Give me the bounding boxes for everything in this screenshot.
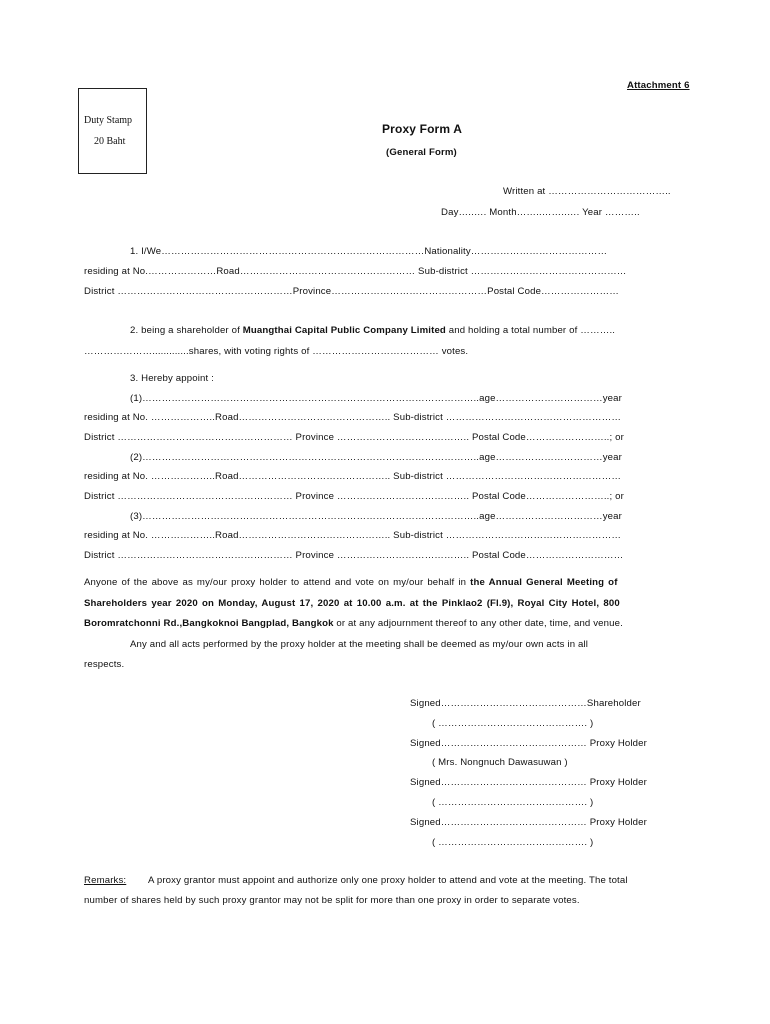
signature-shareholder-name: ( ………………………………………. ) — [432, 718, 594, 729]
proxy-2-address-line: residing at No. ………………..Road……………………………………….. Sub-district ……………………………………………… — [84, 471, 622, 482]
meeting-intro-text: Anyone of the above as my/our proxy holder to attend and vote on my/our behalf in — [84, 577, 471, 588]
signature-proxy-1-name: ( Mrs. Nongnuch Dawasuwan ) — [432, 757, 568, 768]
proxy-3-address-line: residing at No. ………………..Road……………………………………….. Sub-district ……………………………………………… — [84, 530, 622, 541]
remarks-label: Remarks: — [84, 875, 127, 886]
signature-proxy-2: Signed……………………………………… Proxy Holder — [410, 777, 647, 788]
shareholding-line — [130, 325, 615, 336]
meeting-venue-address: Boromratchonni Rd.,Bangkoknoi Bangplad, Bangkok — [84, 618, 334, 629]
attachment-label: Attachment 6 — [627, 80, 690, 91]
company-name: Muangthai Capital Public Company Limited — [242, 325, 446, 336]
grantor-district-line: District ………………………………………………Province…………………………………………Postal Code…………………… — [84, 286, 620, 297]
proxy-1-name-line: (1)…………………………………………………………………………………………..age……………………………year — [130, 393, 622, 404]
shareholding-total-text: and holding a total number of ……….. — [445, 325, 616, 336]
proxy-1-district-line: District ……………………………………………… Province ………………………………….. Postal Code……………………..; or — [84, 432, 624, 443]
grantor-name-line: 1. I/We………………………………………………………………………Nationality…………………………………… — [130, 246, 608, 257]
proxy-2-district-line: District ……………………………………………… Province ………………………………….. Postal Code……………………..; or — [84, 491, 624, 502]
remarks-line-2: number of shares held by such proxy grantor may not be split for more than one proxy in order to separate votes. — [84, 895, 580, 906]
meeting-line-1 — [84, 577, 618, 588]
date-line: Day…..…. Month……..……..…. Year ……….. — [441, 207, 640, 218]
signature-proxy-3: Signed……………………………………… Proxy Holder — [410, 817, 647, 828]
meeting-line-2: Shareholders year 2020 on Monday, August 17, 2020 at 10.00 a.m. at the Pinklao2 (Fl.9), Royal City Hotel, 800 — [84, 598, 620, 609]
voting-rights-line: ………………….............shares, with voting rights of ………………………………… votes. — [84, 346, 469, 357]
signature-proxy-2-name: ( ………………………………………. ) — [432, 797, 594, 808]
meeting-name-part1: the Annual General Meeting of — [470, 577, 618, 588]
proxy-2-name-line: (2)…………………………………………………………………………………………..age……………………………year — [130, 452, 622, 463]
form-subtitle: (General Form) — [386, 147, 457, 158]
acts-line: Any and all acts performed by the proxy holder at the meeting shall be deemed as my/our own acts in all — [130, 639, 589, 650]
proxy-3-name-line: (3)…………………………………………………………………………………………..age……………………………year — [130, 511, 622, 522]
signature-proxy-1: Signed……………………………………… Proxy Holder — [410, 738, 647, 749]
form-title: Proxy Form A — [382, 122, 463, 136]
grantor-address-line: residing at No.…………………Road……………………………………………… Sub-district ………………………………………… — [84, 266, 627, 277]
duty-stamp-label: Duty Stamp — [84, 115, 133, 126]
written-at-line: Written at ……………………………….. — [503, 186, 671, 197]
signature-shareholder: Signed………………………………………Shareholder — [410, 698, 641, 709]
acts-line-end: respects. — [84, 659, 125, 670]
appoint-heading: 3. Hereby appoint : — [130, 373, 214, 384]
shareholding-text: 2. being a shareholder of — [130, 325, 243, 336]
duty-stamp-amount: 20 Baht — [94, 136, 126, 147]
duty-stamp-box — [78, 88, 147, 174]
meeting-line-3 — [84, 618, 623, 629]
proxy-3-district-line: District ……………………………………………… Province ………………………………….. Postal Code………………………… — [84, 550, 624, 561]
meeting-adjournment-text: or at any adjournment thereof to any other date, time, and venue. — [333, 618, 623, 629]
signature-proxy-3-name: ( ………………………………………. ) — [432, 837, 594, 848]
remarks-line-1: A proxy grantor must appoint and authorize only one proxy holder to attend and vote at the meeting. The total — [148, 875, 628, 886]
proxy-1-address-line: residing at No. ………………..Road……………………………………….. Sub-district ……………………………………………… — [84, 412, 622, 423]
